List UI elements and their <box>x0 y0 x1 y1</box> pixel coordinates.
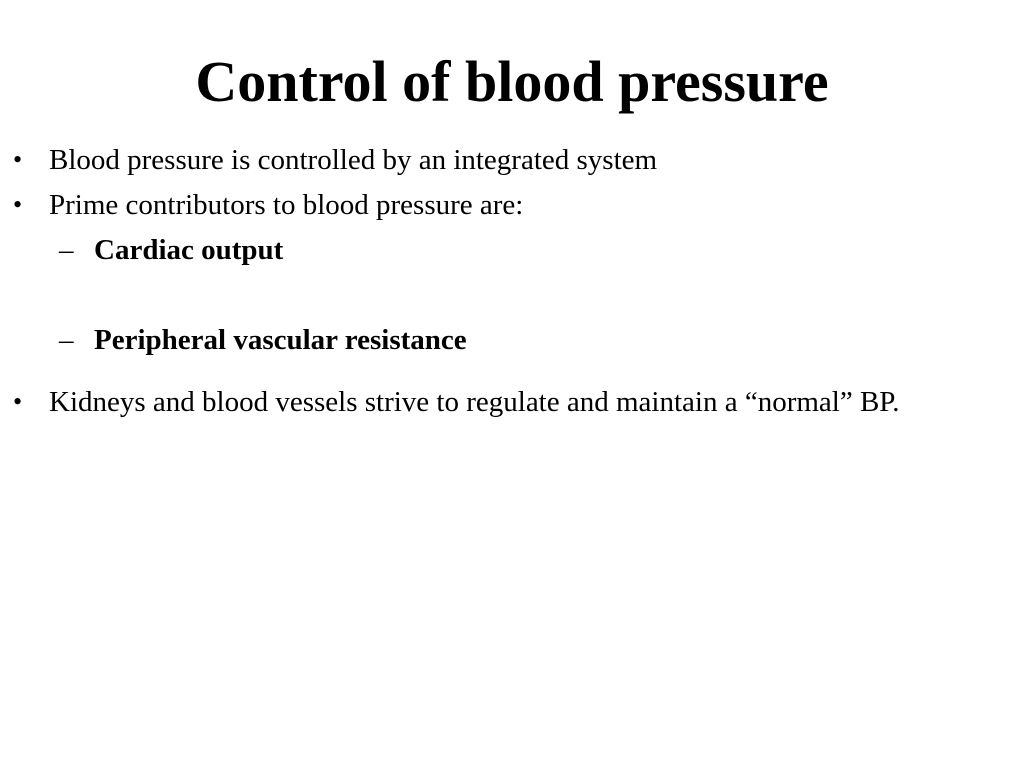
sub-bullet-text: Peripheral vascular resistance <box>94 324 467 356</box>
bullet-item <box>13 139 1004 181</box>
dash-marker: – <box>59 234 74 266</box>
sub-bullet-item <box>59 229 994 271</box>
bullet-marker: • <box>13 387 23 416</box>
bullet-item <box>13 184 1004 226</box>
bullet-marker: • <box>13 145 23 174</box>
bullet-marker: • <box>13 190 23 219</box>
slide-title: Control of blood pressure <box>195 49 829 114</box>
bullet-text: Prime contributors to blood pressure are: <box>49 189 524 221</box>
dash-marker: – <box>59 324 74 356</box>
sub-bullet-item <box>59 319 994 361</box>
bullet-text: Kidneys and blood vessels strive to regulate and maintain a “normal” BP. <box>49 386 900 418</box>
bullet-item <box>13 381 1004 423</box>
sub-bullet-text: Cardiac output <box>94 234 284 266</box>
bullet-text: Blood pressure is controlled by an integrated system <box>49 144 658 176</box>
